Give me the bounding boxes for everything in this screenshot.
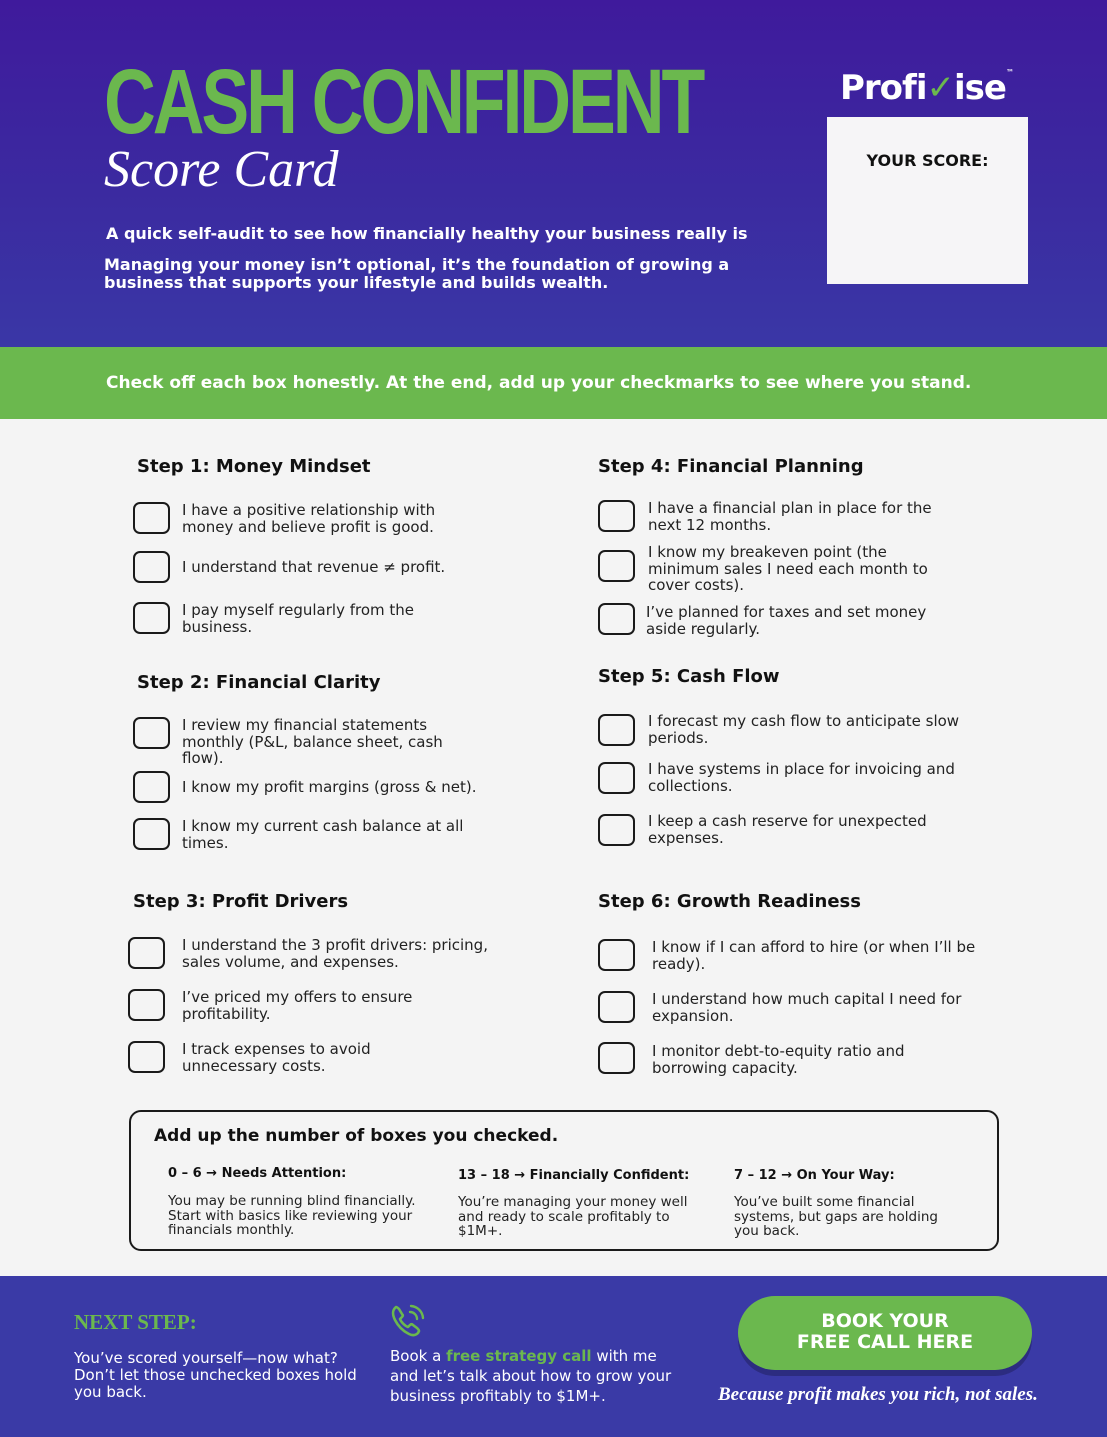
item-text: I know my profit margins (gross & net). [182, 778, 477, 796]
step-6-title: Step 6: Growth Readiness [598, 891, 861, 912]
item-text: I keep a cash reserve for unexpected expenses. [648, 812, 927, 847]
banner-text: Check off each box honestly. At the end, add up your checkmarks to see where you stand. [106, 373, 972, 393]
item-text: I understand how much capital I need for expansion. [652, 990, 962, 1025]
intro-text: Managing your money isn’t optional, it’s the foundation of growing a business that supports your lifestyle and builds wealth. [104, 255, 730, 292]
checkbox[interactable] [133, 717, 170, 749]
range-on-your-way-label: 7 – 12 → On Your Way: [734, 1168, 895, 1183]
item-text: I have a positive relationship with money and believe profit is good. [182, 501, 436, 536]
item-text: I know my current cash balance at all times. [182, 817, 464, 852]
range-financially-confident-label: 13 – 18 → Financially Confident: [458, 1168, 690, 1183]
logo-tm: ™ [1005, 68, 1013, 77]
item-text: I forecast my cash flow to anticipate slow periods. [648, 712, 960, 747]
checkbox[interactable] [598, 500, 635, 532]
item-text: I track expenses to avoid unnecessary costs. [182, 1040, 371, 1075]
item-text: I pay myself regularly from the business. [182, 601, 415, 636]
checkbox[interactable] [598, 762, 635, 794]
range-on-your-way-desc: You’ve built some financial systems, but gaps are holding you back. [734, 1194, 939, 1239]
next-step-title: NEXT STEP: [74, 1310, 197, 1334]
item-text: I have systems in place for invoicing and collections. [648, 760, 955, 795]
checkbox[interactable] [598, 603, 635, 635]
logo-text-post: ise [954, 68, 1006, 108]
summary-title: Add up the number of boxes you checked. [154, 1126, 559, 1146]
tagline: A quick self-audit to see how financially healthy your business really is [106, 224, 748, 243]
checkbox[interactable] [133, 502, 170, 534]
checkbox[interactable] [128, 1041, 165, 1073]
instruction-banner [0, 347, 1107, 419]
item-text: I know if I can afford to hire (or when I’ll be ready). [652, 938, 976, 973]
range-needs-attention-label: 0 – 6 → Needs Attention: [168, 1166, 347, 1181]
item-text: I have a financial plan in place for the next 12 months. [648, 499, 932, 534]
item-text: I understand that revenue ≠ profit. [182, 558, 446, 576]
checkbox[interactable] [598, 991, 635, 1023]
checkbox[interactable] [598, 550, 635, 582]
checkbox[interactable] [598, 814, 635, 846]
cta-label [738, 1311, 1032, 1353]
item-text: I monitor debt-to-equity ratio and borrowing capacity. [652, 1042, 905, 1077]
checkbox[interactable] [598, 714, 635, 746]
header [0, 0, 1107, 347]
checkbox[interactable] [133, 551, 170, 583]
cta-line-2: FREE CALL HERE [796, 1331, 974, 1353]
item-text: I know my breakeven point (the minimum sales I need each month to cover costs). [648, 543, 928, 594]
checkbox[interactable] [133, 771, 170, 803]
profivise-logo [840, 68, 1013, 108]
book-call-text [390, 1346, 680, 1406]
checkbox[interactable] [133, 818, 170, 850]
page-subtitle: Score Card [104, 141, 339, 198]
book-call-button[interactable] [738, 1296, 1032, 1370]
step-5-title: Step 5: Cash Flow [598, 666, 780, 687]
logo-check-icon: ✓ [926, 68, 954, 108]
item-text: I’ve priced my offers to ensure profitability. [182, 988, 413, 1023]
checkbox[interactable] [128, 989, 165, 1021]
step-3-title: Step 3: Profit Drivers [133, 891, 349, 912]
score-box[interactable] [827, 117, 1028, 284]
next-step-text: You’ve scored yourself—now what? Don’t let those unchecked boxes hold you back. [74, 1349, 357, 1401]
step-2-title: Step 2: Financial Clarity [137, 672, 381, 693]
page-title: CASH CONFIDENT [104, 51, 703, 153]
checkbox[interactable] [598, 939, 635, 971]
step-1-title: Step 1: Money Mindset [137, 456, 371, 477]
free-strategy-call-link[interactable]: free strategy call [446, 1347, 592, 1365]
cta-line-1: BOOK YOUR [821, 1310, 949, 1332]
range-needs-attention-desc: You may be running blind financially. Start with basics like reviewing your financials monthly. [168, 1193, 416, 1238]
item-text: I understand the 3 profit drivers: pricing, sales volume, and expenses. [182, 936, 488, 971]
score-summary-box [129, 1110, 999, 1251]
checkbox[interactable] [598, 1042, 635, 1074]
score-label: YOUR SCORE: [866, 151, 989, 170]
phone-call-icon [389, 1302, 427, 1338]
logo-text-pre: Profi [840, 68, 927, 108]
item-text: I’ve planned for taxes and set money aside regularly. [646, 603, 927, 638]
range-financially-confident-desc: You’re managing your money well and ready to scale profitably to $1M+. [458, 1194, 688, 1239]
slogan: Because profit makes you rich, not sales. [718, 1384, 1038, 1405]
book-text-pre: Book a [390, 1347, 447, 1365]
footer [0, 1276, 1107, 1437]
item-text: I review my financial statements monthly (P&L, balance sheet, cash flow). [182, 716, 443, 767]
checkbox[interactable] [133, 602, 170, 634]
book-text-post: with me and let’s talk about how to grow your business profitably to $1M+. [390, 1347, 672, 1405]
checkbox[interactable] [128, 937, 165, 969]
step-4-title: Step 4: Financial Planning [598, 456, 864, 477]
